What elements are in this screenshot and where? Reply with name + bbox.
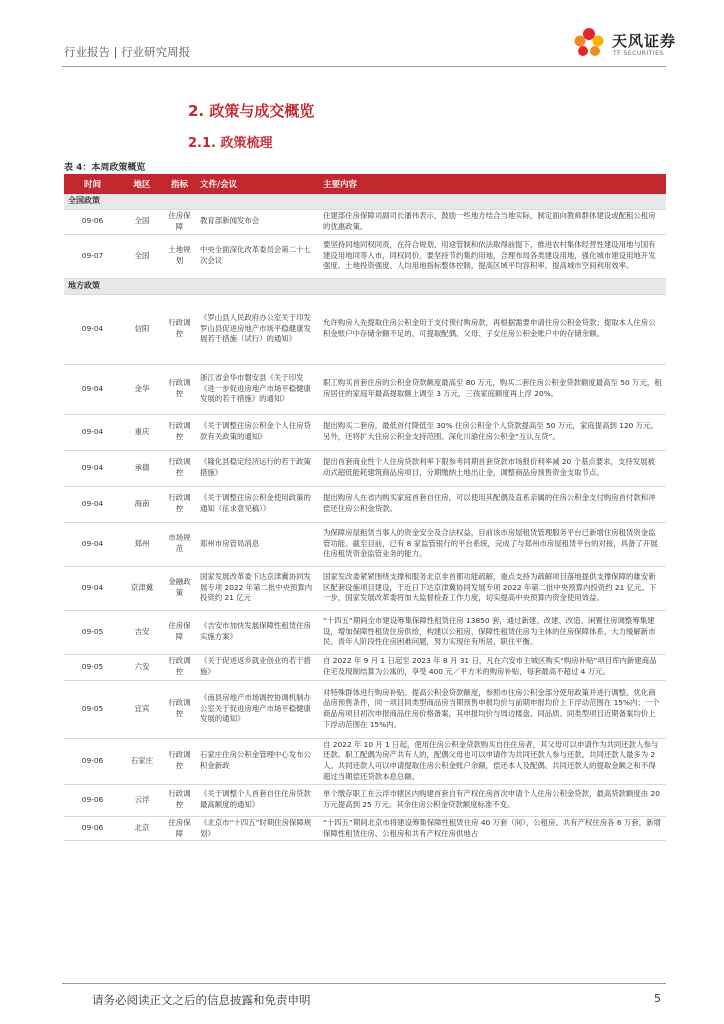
col-header-region: 地区 bbox=[121, 174, 163, 194]
cell-content: “十四五”期间全市建设筹集保障性租赁住房 13850 套，通过新建、改建、改造、闲置住房调整筹集建设，增加保障性租赁住房供给，构建以公租房、保障性租赁住房为主体的住房保障体系，大力缓解新市民、青年人阶段性住房困难问题，努力实现住有所居、职住平衡。 bbox=[319, 610, 666, 654]
table-row bbox=[64, 566, 666, 610]
cell-content: 允许购房人先提取住房公积金用于支付预付购房款，再根据需要申请住房公积金贷款；提取本人住房公积金账户中存储余额不足的，可提取配偶、父母、子女住房公积金账户中的存储余额。 bbox=[319, 294, 666, 364]
cell-category: 行政调控 bbox=[163, 450, 196, 486]
section-label: 地方政策 bbox=[64, 278, 666, 294]
table-row bbox=[64, 738, 666, 784]
cell-date: 09-04 bbox=[64, 522, 121, 566]
cell-document: 《关于调整住房公积金个人住房贷款有关政策的通知》 bbox=[196, 414, 319, 450]
cell-content: “十四五”期间北京市将建设筹集保障性租赁住房 40 万套（间），公租房、共有产权住房各 6 万套，新增保障性租赁住房、公租房和共有产权住房供地占 bbox=[319, 816, 666, 841]
cell-document: 国家发展改革委下达京津冀协同发展专项 2022 年第二批中央预算内投资约 21 亿元 bbox=[196, 566, 319, 610]
cell-content: 要坚持同地同权同责，在符合规划、用途管制和依法取得前提下，推进农村集体经营性建设用地与国有建设用地同等入市，同权同价。要坚持节约集约用地，合理布局各类建设用地，强化城市建设用地开发强度、土地投资强度、人均用地指标整体控制，提高区域平均容积率，提高城市空间利用效率。 bbox=[319, 234, 666, 278]
footer-disclaimer: 请务必阅读正文之后的信息披露和免责申明 bbox=[92, 993, 311, 1007]
cell-document: 郑州市房管局消息 bbox=[196, 522, 319, 566]
cell-date: 09-06 bbox=[64, 784, 121, 816]
cell-region: 北京 bbox=[121, 816, 163, 841]
cell-document: 《隆化县稳定经济运行的若干政策措施》 bbox=[196, 450, 319, 486]
table-row bbox=[64, 450, 666, 486]
cell-content: 国家发改委紧紧围绕支撑和服务北京非首都功能疏解，重点支持为疏解项目落地提供支撑保障的雄安新区配套设施项目建设，于近日下达京津冀协同发展专项 2022 年第二批中央预算内投资约 21 亿元。下一步，国家发展改革委将加大监督检查工作力度，切实提高中央预算内资金使用效益。 bbox=[319, 566, 666, 610]
cell-content: 职工购买首套住房的公积金贷款额度最高至 80 万元，购买二套住房公积金贷款额度最高至 50 万元，租房居住的家庭年最高提取额上调至 3 万元，三孩家庭额度再上浮 20%。 bbox=[319, 364, 666, 414]
table-row bbox=[64, 486, 666, 522]
cell-region: 金华 bbox=[121, 364, 163, 414]
table-row bbox=[64, 784, 666, 816]
cell-region: 承德 bbox=[121, 450, 163, 486]
table-row bbox=[64, 680, 666, 738]
cell-date: 09-05 bbox=[64, 680, 121, 738]
cell-date: 09-06 bbox=[64, 816, 121, 841]
cell-category: 土地规划 bbox=[163, 234, 196, 278]
footer-divider bbox=[62, 983, 666, 984]
cell-document: 浙江省金华市磐安县《关于印发《进一步促进房地产市场平稳健康发展的若干措施》的通知》 bbox=[196, 364, 319, 414]
cell-region: 海南 bbox=[121, 486, 163, 522]
page-number: 5 bbox=[654, 992, 661, 1005]
table-header-row bbox=[64, 174, 666, 194]
cell-region: 重庆 bbox=[121, 414, 163, 450]
section-row-national bbox=[64, 194, 666, 210]
cell-category: 行政调控 bbox=[163, 364, 196, 414]
cell-region: 京津冀 bbox=[121, 566, 163, 610]
header-divider bbox=[62, 66, 666, 67]
table-caption: 表 4：本周政策概览 bbox=[64, 163, 146, 173]
report-breadcrumb: 行业报告 | 行业研究周报 bbox=[64, 45, 191, 59]
cell-date: 09-04 bbox=[64, 414, 121, 450]
cell-document: 《关于促进返乡就业创业的若干措施》 bbox=[196, 654, 319, 680]
cell-content: 自 2022 年 9 月 1 日起至 2023 年 8 月 31 日，凡在六安市主城区购买“购房补贴”项目库内新建商品住宅及现制结算为公寓的，享受 400 元／平方米的购房补贴，每套最高不超过 4 万元。 bbox=[319, 654, 666, 680]
table-row bbox=[64, 414, 666, 450]
cell-category: 金融政策 bbox=[163, 566, 196, 610]
cell-date: 09-06 bbox=[64, 210, 121, 235]
cell-region: 信阳 bbox=[121, 294, 163, 364]
cell-date: 09-05 bbox=[64, 610, 121, 654]
cell-region: 六安 bbox=[121, 654, 163, 680]
cell-date: 09-06 bbox=[64, 738, 121, 784]
cell-date: 09-04 bbox=[64, 450, 121, 486]
logo-chinese-name: 天风证券 bbox=[612, 32, 677, 50]
col-header-document: 文件/会议 bbox=[196, 174, 319, 194]
cell-category: 行政调控 bbox=[163, 414, 196, 450]
cell-category: 行政调控 bbox=[163, 784, 196, 816]
cell-category: 行政调控 bbox=[163, 738, 196, 784]
col-header-content: 主要内容 bbox=[319, 174, 666, 194]
cell-date: 09-04 bbox=[64, 364, 121, 414]
cell-region: 吉安 bbox=[121, 610, 163, 654]
cell-category: 市场规范 bbox=[163, 522, 196, 566]
cell-region: 云浮 bbox=[121, 784, 163, 816]
cell-region: 石家庄 bbox=[121, 738, 163, 784]
cell-document: 中央全面深化改革委员会第二十七次会议 bbox=[196, 234, 319, 278]
cell-content: 提出购房人在省内购买家庭首套自住房，可以使用其配偶及直系亲属的住房公积金支付购房首付款和冲偿还住房公积金贷款。 bbox=[319, 486, 666, 522]
cell-region: 郑州 bbox=[121, 522, 163, 566]
cell-category: 住房保障 bbox=[163, 610, 196, 654]
cell-document: 教育部新闻发布会 bbox=[196, 210, 319, 235]
table-row bbox=[64, 522, 666, 566]
cell-category: 行政调控 bbox=[163, 294, 196, 364]
cell-document: 《罗山县人民政府办公室关于印发罗山县促进房地产市场平稳健康发展若干措施（试行）的通知》 bbox=[196, 294, 319, 364]
cell-document: 《吉安市加快发展保障性租赁住房实施方案》 bbox=[196, 610, 319, 654]
cell-date: 09-04 bbox=[64, 294, 121, 364]
cell-region: 全国 bbox=[121, 234, 163, 278]
col-header-date: 时间 bbox=[64, 174, 121, 194]
cell-category: 行政调控 bbox=[163, 654, 196, 680]
cell-content: 提出购买二套房，最低首付降低至 30% 住房公积金个人贷款提高至 50 万元，家庭提高到 120 万元。另外，还将扩大住房公积金支持范围。深化川渝住房公积金“互认互贷”。 bbox=[319, 414, 666, 450]
table-row bbox=[64, 294, 666, 364]
cell-document: 《北京市“十四五”时期住房保障规划》 bbox=[196, 816, 319, 841]
col-header-category: 指标 bbox=[163, 174, 196, 194]
cell-date: 09-04 bbox=[64, 566, 121, 610]
cell-content: 单个缴存职工在云浮市辖区内购建首套自有产权住房首次申请个人住房公积金贷款，最高贷款额度由 20 万元提高到 25 万元。其余住房公积金贷款额度标准不变。 bbox=[319, 784, 666, 816]
cell-document: 《关于调整个人首套自住住房贷款最高额度的通知》 bbox=[196, 784, 319, 816]
logo-english-name: TF SECURITIES bbox=[613, 50, 664, 57]
cell-document: 石家庄住房公积金管理中心发布公积金新政 bbox=[196, 738, 319, 784]
table-row bbox=[64, 364, 666, 414]
cell-content: 对特殊群体进行购房补贴。提高公积金贷款额度，参照市住房公积金部分使用政策并进行调整。优化商品房预售条件，同一项目同类型商品房当期预售申报均价与前期申报均价上下浮动范围在 15%内；一个商品房项目初次申报商品住房价格备案，其申报均价与周边楼盘、同品质、同类型项目近期备案均价上下浮动范围在 15%内。 bbox=[319, 680, 666, 738]
table-row bbox=[64, 610, 666, 654]
cell-date: 09-05 bbox=[64, 654, 121, 680]
cell-region: 宜宾 bbox=[121, 680, 163, 738]
cell-document: 《南县房地产市场调控协调机制办公室关于促进房地产市场平稳健康发展的通知》 bbox=[196, 680, 319, 738]
subsection-heading: 2.1. 政策梳理 bbox=[188, 136, 273, 151]
company-logo bbox=[572, 22, 692, 62]
flower-logo-icon bbox=[572, 26, 606, 60]
section-label: 全国政策 bbox=[64, 194, 666, 210]
cell-document: 《关于调整住房公积金使用政策的通知（征求意见稿）》 bbox=[196, 486, 319, 522]
cell-date: 09-04 bbox=[64, 486, 121, 522]
policy-table bbox=[64, 174, 666, 841]
cell-category: 住房保障 bbox=[163, 816, 196, 841]
cell-category: 行政调控 bbox=[163, 486, 196, 522]
cell-category: 行政调控 bbox=[163, 680, 196, 738]
table-row bbox=[64, 816, 666, 841]
table-row bbox=[64, 654, 666, 680]
cell-content: 提出首套商业性个人住房贷款利率下限参考同期首套贷款市场报价利率减 20 个基点要求，支持发展被动式超低能耗建筑商品房项目，分期缴纳土地出让金，调整商品房预售资金支取节点。 bbox=[319, 450, 666, 486]
cell-region: 全国 bbox=[121, 210, 163, 235]
cell-content: 为保障房屋租赁当事人的资金安全及合法权益，目前该市房屋租赁管理服务平台已新增住房租赁资金监管功能。截至目前，已有 8 家监管银行的平台系统，完成了与郑州市房屋租赁平台的对接，具备了开展住房租赁资金监管业务的能力。 bbox=[319, 522, 666, 566]
cell-category: 住房保障 bbox=[163, 210, 196, 235]
section-heading: 2. 政策与成交概览 bbox=[188, 102, 315, 120]
cell-content: 住建部住房保障司副司长潘伟表示，鼓励一些地方结合当地实际，制定面向教师群体建设或配租公租房的优惠政策。 bbox=[319, 210, 666, 235]
table-row bbox=[64, 210, 666, 235]
cell-date: 09-07 bbox=[64, 234, 121, 278]
section-row-local bbox=[64, 278, 666, 294]
table-row bbox=[64, 234, 666, 278]
cell-content: 自 2022 年 10 月 1 日起，使用住房公积金贷款购买自住住房者，其父母可以申请作为共同还款人参与还款。职工配偶为房产共有人的，配偶父母也可以申请作为共同还款人参与还款。共同还款人最多为 2 人。共同还款人可以申请提取住房公积金账户余额，偿还本人及配偶、共同还款人的提取金额之和不得超过当期偿还贷款本息总额。 bbox=[319, 738, 666, 784]
